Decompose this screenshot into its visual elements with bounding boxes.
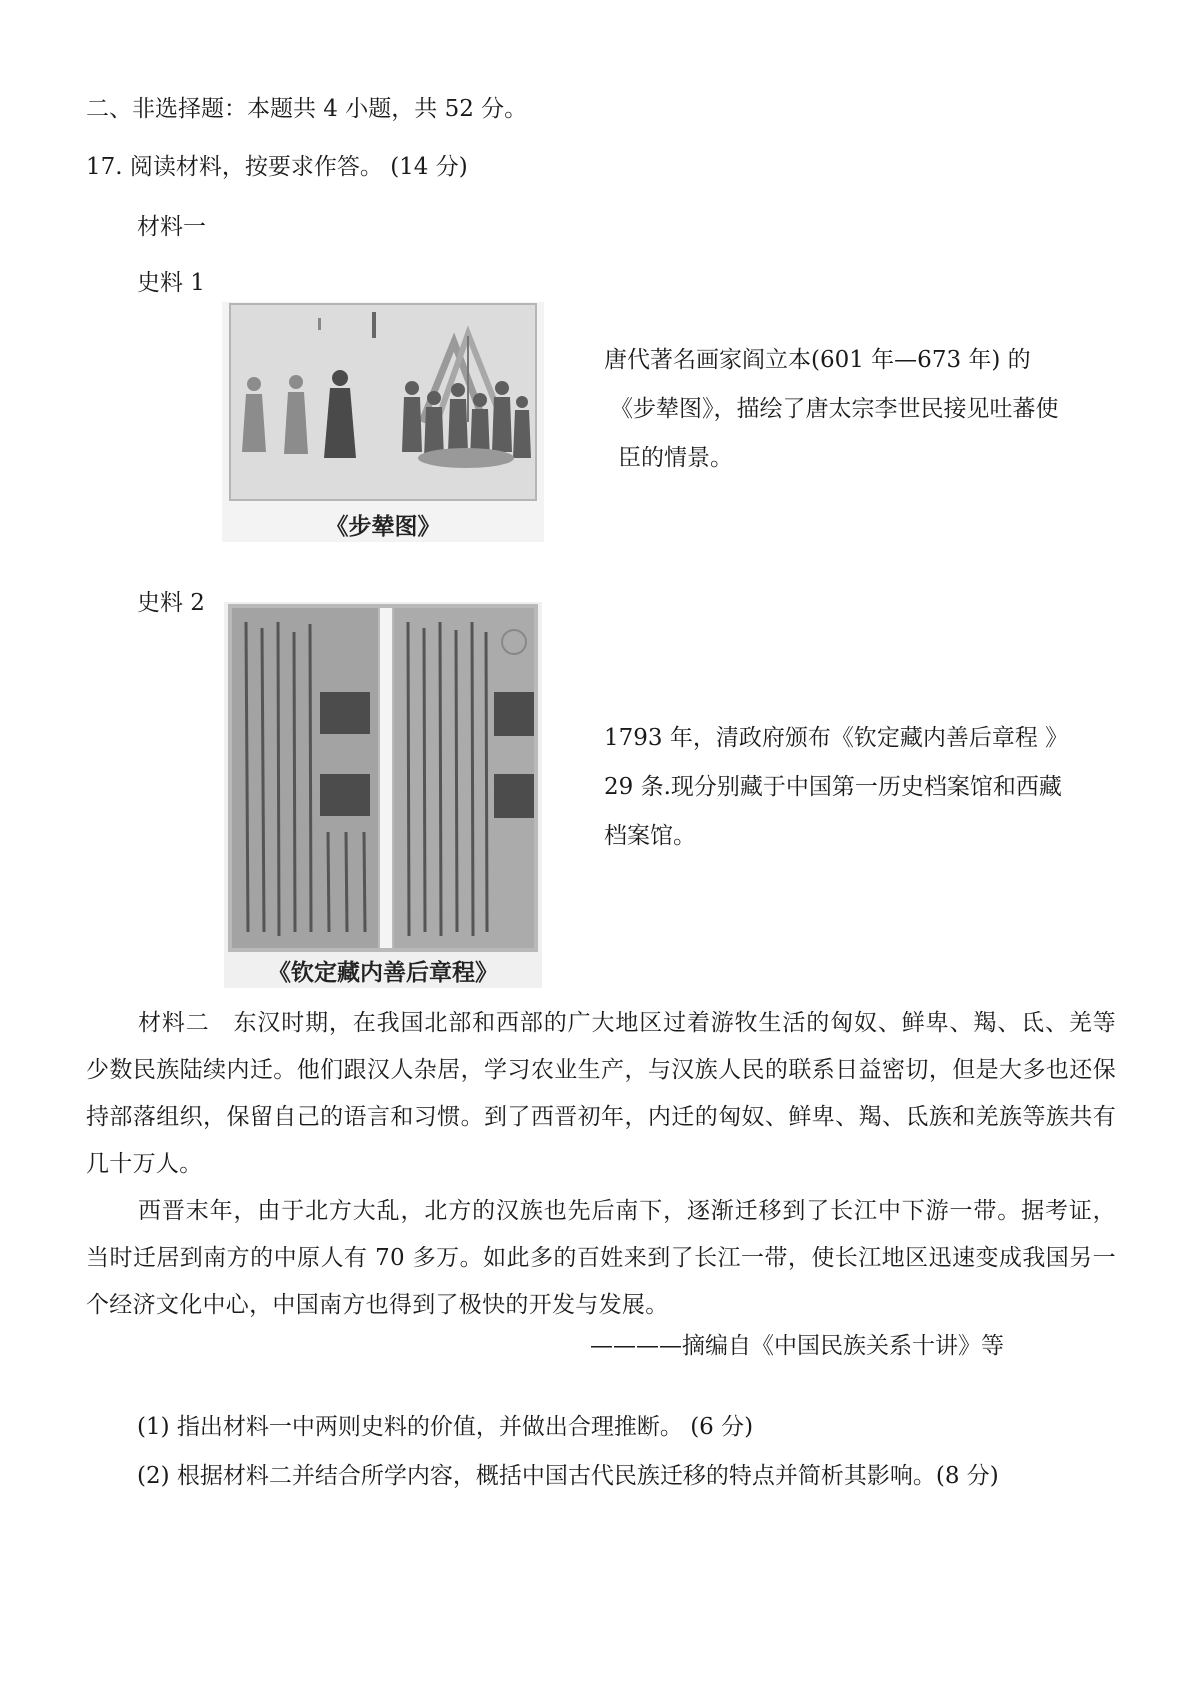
source2-description	[604, 714, 1124, 861]
source1-label: 史料 1	[137, 270, 205, 296]
qinding-document-image	[224, 602, 542, 988]
question-title: 17. 阅读材料，按要求作答。 (14 分)	[86, 154, 468, 180]
source1-caption: 《步辇图》	[325, 513, 441, 540]
bunian-tu-painting-image	[222, 302, 544, 542]
sub-question-1: (1) 指出材料一中两则史料的价值，并做出合理推断。 (6 分)	[137, 1414, 754, 1440]
section-heading: 二、非选择题：本题共 4 小题，共 52 分。	[86, 96, 528, 122]
source2-caption: 《钦定藏内善后章程》	[268, 959, 498, 986]
material2-paragraph-2: 西晋末年，由于北方大乱，北方的汉族也先后南下，逐渐迁移到了长江中下游一带。据考证，当时迁居到南方的中原人有 70 多万。如此多的百姓来到了长江一带，使长江地区迅速变成我国另一个经济文化中心，中国南方也得到了极快的开发与发展。	[86, 1198, 1116, 1318]
source2-description-line: 29 条.现分别藏于中国第一历史档案馆和西藏	[604, 774, 1062, 800]
sub-question-2: (2) 根据材料二并结合所学内容，概括中国古代民族迁移的特点并简析其影响。(8 分)	[137, 1463, 999, 1489]
material2-paragraph-1: 材料二 东汉时期，在我国北部和西部的广大地区过着游牧生活的匈奴、鲜卑、羯、氐、羌等少数民族陆续内迁。他们跟汉人杂居，学习农业生产，与汉族人民的联系日益密切，但是大多也还保持部落组织，保留自己的语言和习惯。到了西晋初年，内迁的匈奴、鲜卑、羯、氐族和羌族等族共有几十万人。	[86, 1010, 1116, 1177]
source2-description-line: 档案馆。	[604, 823, 696, 849]
document-scroll-illustration	[224, 602, 542, 954]
source2-label: 史料 2	[137, 590, 205, 616]
painting-figures-illustration	[222, 302, 544, 502]
source1-description-line: 《步辇图》，描绘了唐太宗李世民接见吐蕃使	[610, 396, 1059, 422]
source1-description	[604, 336, 1124, 483]
material1-label: 材料一	[137, 214, 206, 240]
material2-source-line: ————摘编自《中国民族关系十讲》等	[590, 1333, 1004, 1359]
source1-description-line: 臣的情景。	[618, 445, 733, 471]
source2-description-line: 1793 年，清政府颁布《钦定藏内善后章程 》	[604, 725, 1069, 751]
source1-description-line: 唐代著名画家阎立本(601 年—673 年) 的	[604, 347, 1031, 373]
